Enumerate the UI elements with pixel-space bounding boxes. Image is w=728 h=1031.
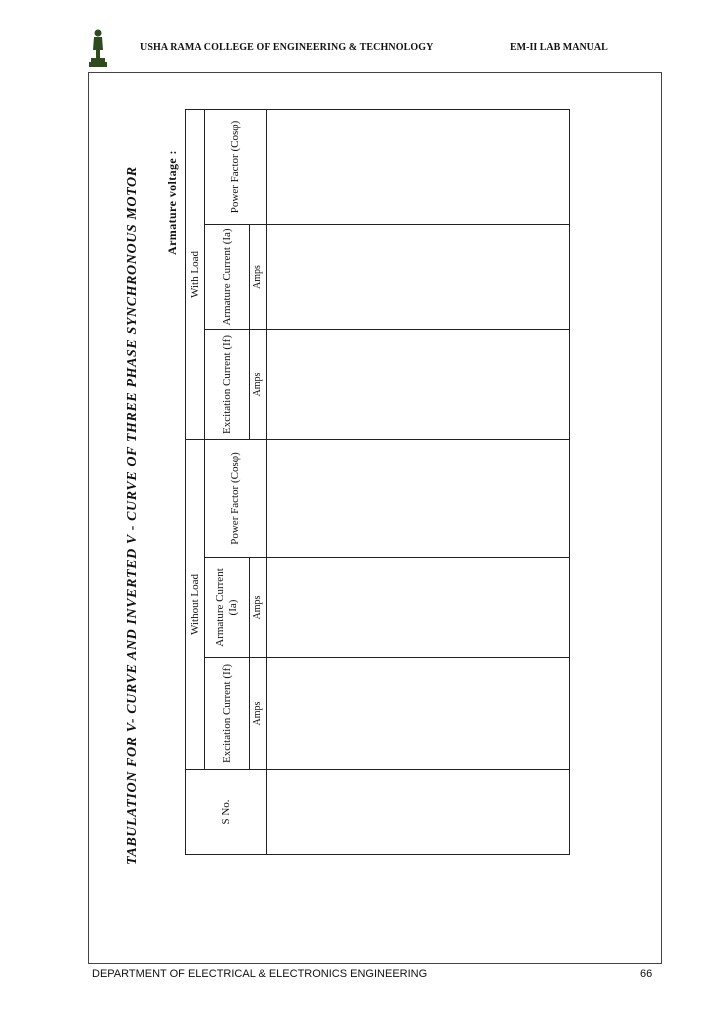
with-load-header: With Load bbox=[186, 109, 205, 439]
unit-wl-excitation: Amps bbox=[250, 329, 267, 439]
col-wl-armature-current: Armature Current (Ia) bbox=[205, 224, 250, 329]
col-wo-power-factor: Power Factor (Cosφ) bbox=[205, 439, 267, 557]
armature-voltage-label: Armature voltage : bbox=[165, 150, 179, 255]
unit-wo-excitation: Amps bbox=[250, 658, 267, 770]
table-cell bbox=[267, 224, 570, 329]
col-wl-power-factor: Power Factor (Cosφ) bbox=[205, 109, 267, 224]
table-cell bbox=[267, 109, 570, 224]
table-row bbox=[267, 109, 570, 854]
without-load-header: Without Load bbox=[186, 439, 205, 769]
header-manual-title: EM-II LAB MANUAL bbox=[510, 42, 608, 53]
tabulation-title: TABULATION FOR V- CURVE AND INVERTED V - CURVE OF THREE PHASE SYNCHRONOUS MOTOR bbox=[125, 166, 140, 865]
col-wo-excitation-current: Excitation Current (If) bbox=[205, 658, 250, 770]
footer-department: DEPARTMENT OF ELECTRICAL & ELECTRONICS ENGINEERING bbox=[92, 968, 428, 980]
header-college-name: USHA RAMA COLLEGE OF ENGINEERING & TECHNOLOGY bbox=[140, 42, 434, 53]
table-cell bbox=[267, 439, 570, 557]
rotated-tabulation-sheet bbox=[125, 105, 585, 865]
col-wl-excitation-current: Excitation Current (If) bbox=[205, 329, 250, 439]
col-sno-header: S No. bbox=[186, 770, 267, 855]
table-cell bbox=[267, 658, 570, 770]
table-cell bbox=[267, 770, 570, 855]
unit-wl-armature: Amps bbox=[250, 224, 267, 329]
footer-page-number: 66 bbox=[640, 968, 653, 980]
tabulation-table bbox=[185, 109, 570, 855]
table-cell bbox=[267, 558, 570, 658]
unit-wo-armature: Amps bbox=[250, 558, 267, 658]
table-cell bbox=[267, 329, 570, 439]
college-statue-logo-icon bbox=[88, 28, 108, 68]
col-wo-armature-current: Armature Current (Ia) bbox=[205, 558, 250, 658]
